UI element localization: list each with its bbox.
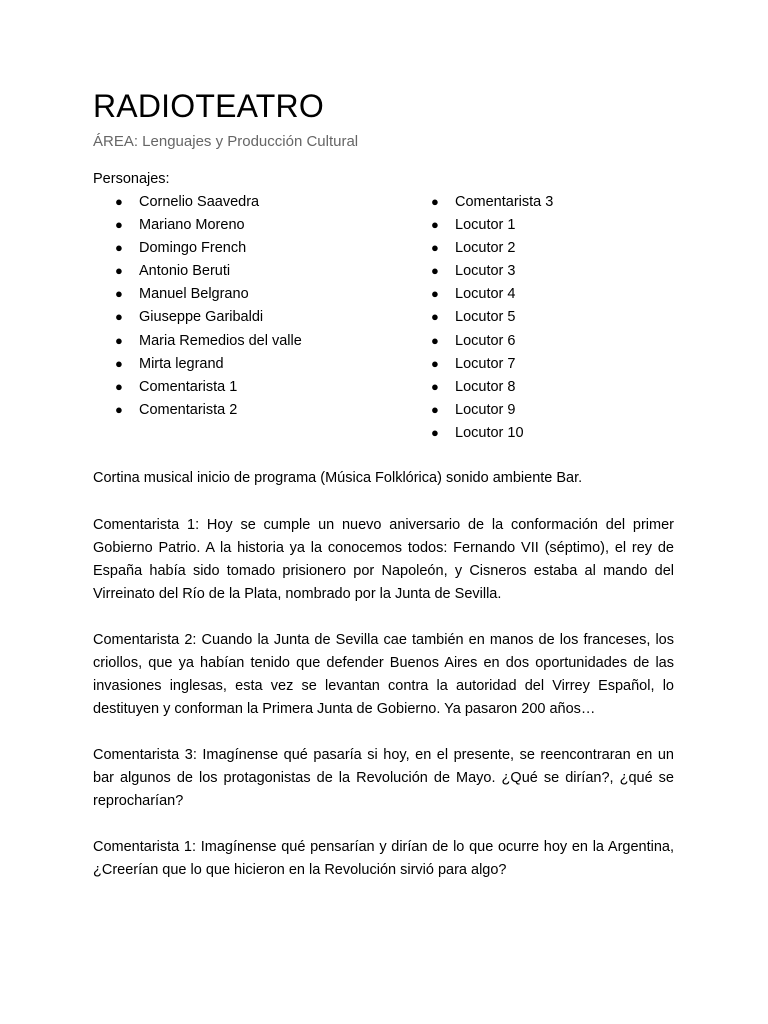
- bullet-icon: ●: [431, 194, 439, 209]
- document-title: RADIOTEATRO: [93, 88, 324, 124]
- list-item-label: Locutor 7: [455, 355, 516, 372]
- bullet-icon: ●: [115, 401, 123, 417]
- list-item: [429, 354, 553, 377]
- bullet-icon: ●: [431, 424, 439, 440]
- list-item-label: Locutor 8: [455, 378, 516, 395]
- list-item: [429, 238, 553, 261]
- list-item: [429, 377, 553, 400]
- list-item-label: Locutor 6: [455, 332, 516, 349]
- list-item: [113, 331, 302, 354]
- bullet-icon: ●: [431, 309, 439, 325]
- bullet-icon: ●: [431, 355, 439, 371]
- characters-list-right: [429, 192, 553, 446]
- bullet-icon: ●: [431, 217, 439, 233]
- list-item: [113, 261, 302, 284]
- list-item-label: Locutor 1: [455, 217, 516, 234]
- list-item: [113, 400, 302, 423]
- paragraph-comentarista-2: Comentarista 2: Cuando la Junta de Sevilla cae también en manos de los franceses, los criollos, que ya habían tenido que defender Buenos Aires en dos oportunidades de las invasiones inglesas, esta vez se levantan contra la autoridad del Virrey Español, lo destituyen y conforman la Primera Junta de Gobierno. Ya pasaron 200 años…: [93, 632, 674, 718]
- list-item-label: Domingo French: [139, 240, 247, 257]
- bullet-icon: ●: [115, 309, 123, 325]
- characters-list-left: [113, 192, 302, 423]
- list-item: [113, 284, 302, 307]
- list-item-label: Locutor 5: [455, 309, 516, 326]
- bullet-icon: ●: [431, 240, 439, 256]
- list-item: [113, 215, 302, 238]
- list-item: [429, 215, 553, 238]
- list-item-label: Comentarista 1: [139, 378, 238, 395]
- bullet-icon: ●: [115, 378, 123, 394]
- personajes-label: Personajes:: [93, 171, 170, 187]
- paragraph-comentarista-3: Comentarista 3: Imagínense qué pasaría si hoy, en el presente, se reencontraran en un bar algunos de los protagonistas de la Revolución de Mayo. ¿Qué se dirían?, ¿qué se reprocharían?: [93, 747, 674, 810]
- bullet-icon: ●: [115, 286, 123, 302]
- list-item-label: Comentarista 2: [139, 401, 238, 418]
- bullet-icon: ●: [431, 401, 439, 417]
- bullet-icon: ●: [115, 355, 123, 371]
- list-item-label: Comentarista 3: [455, 194, 554, 210]
- bullet-icon: ●: [115, 194, 123, 209]
- list-item-label: Locutor 3: [455, 263, 516, 280]
- list-item: [113, 307, 302, 330]
- list-item-label: Locutor 10: [455, 424, 524, 441]
- list-item: [429, 423, 553, 446]
- bullet-icon: ●: [115, 240, 123, 256]
- bullet-icon: ●: [115, 217, 123, 233]
- bullet-icon: ●: [431, 378, 439, 394]
- document-subtitle: ÁREA: Lenguajes y Producción Cultural: [93, 133, 359, 150]
- list-item-label: Cornelio Saavedra: [139, 194, 260, 210]
- list-item: [429, 284, 553, 307]
- list-item-label: Locutor 4: [455, 286, 516, 303]
- list-item: [113, 192, 302, 215]
- list-item-label: Locutor 2: [455, 240, 516, 257]
- list-item: [113, 377, 302, 400]
- bullet-icon: ●: [431, 263, 439, 279]
- list-item: [429, 307, 553, 330]
- list-item-label: Mariano Moreno: [139, 217, 245, 234]
- bullet-icon: ●: [115, 263, 123, 279]
- list-item: [429, 192, 553, 215]
- list-item: [113, 238, 302, 261]
- list-item-label: Giuseppe Garibaldi: [139, 309, 264, 326]
- list-item-label: Mirta legrand: [139, 355, 224, 372]
- list-item-label: Locutor 9: [455, 401, 516, 418]
- list-item-label: Maria Remedios del valle: [139, 332, 302, 349]
- list-item: [429, 400, 553, 423]
- list-item: [113, 354, 302, 377]
- bullet-icon: ●: [431, 332, 439, 348]
- paragraph-cortina-musical: Cortina musical inicio de programa (Música Folklórica) sonido ambiente Bar.: [93, 470, 583, 486]
- list-item: [429, 331, 553, 354]
- bullet-icon: ●: [115, 332, 123, 348]
- list-item: [429, 261, 553, 284]
- paragraph-comentarista-1: Comentarista 1: Hoy se cumple un nuevo aniversario de la conformación del primer Gobierno Patrio. A la historia ya la conocemos todos: Fernando VII (séptimo), el rey de España había sido tomado prisionero por Napoleón, y Cisneros estaba al mando del Virreinato del Río de la Plata, nombrado por la Junta de Sevilla.: [93, 517, 674, 603]
- bullet-icon: ●: [431, 286, 439, 302]
- paragraph-comentarista-1-second: Comentarista 1: Imagínense qué pensarían y dirían de lo que ocurre hoy en la Argentina, ¿Creerían que lo que hicieron en la Revolución sirvió para algo?: [93, 839, 674, 879]
- list-item-label: Antonio Beruti: [139, 263, 231, 280]
- list-item-label: Manuel Belgrano: [139, 286, 249, 303]
